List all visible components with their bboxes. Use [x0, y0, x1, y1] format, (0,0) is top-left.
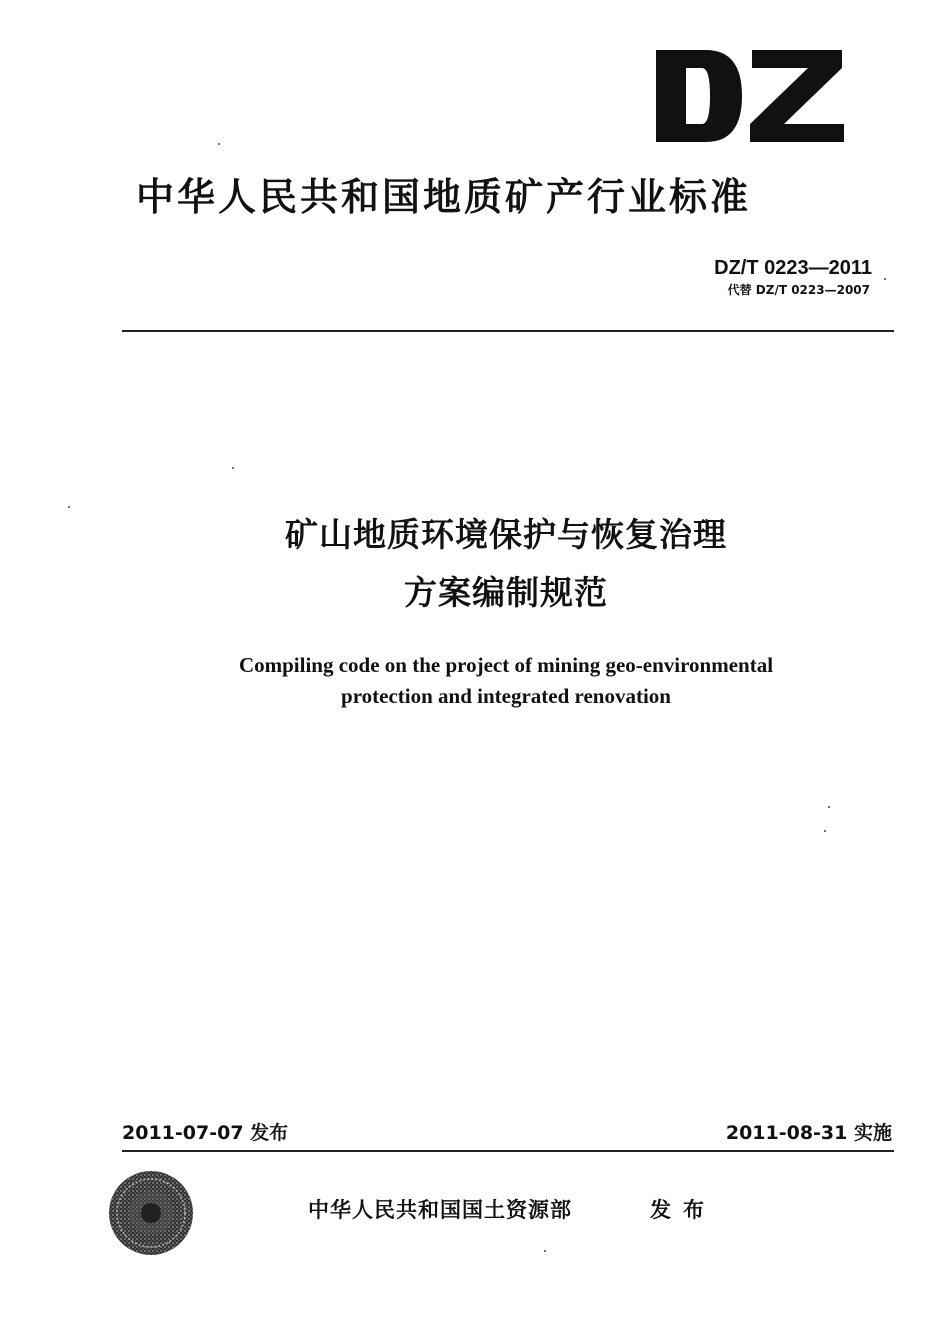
scan-speck: [68, 506, 70, 508]
scan-speck: [828, 806, 830, 808]
issuer-action: 发布: [650, 1198, 716, 1222]
scan-speck: [218, 143, 220, 145]
english-title-line-1: Compiling code on the project of mining geo-environmental: [238, 653, 774, 677]
scan-speck: [884, 278, 886, 280]
dz-logo: [652, 48, 848, 144]
replaces-standard: 代替 DZ/T 0223—2007: [727, 283, 870, 297]
header-divider: [122, 330, 894, 332]
footer-divider: [122, 1150, 894, 1152]
standard-number: DZ/T 0223—2011: [714, 257, 872, 279]
english-title-line-2: protection and integrated renovation: [341, 684, 671, 708]
chinese-title-line-1: 矿山地质环境保护与恢复治理: [285, 515, 727, 554]
issue-date: 2011-07-07 发布: [122, 1122, 289, 1144]
effective-date: 2011-08-31 实施: [725, 1122, 892, 1144]
scan-speck: [544, 1250, 546, 1252]
official-seal-icon: [108, 1170, 194, 1256]
issuer-name: 中华人民共和国国土资源部: [308, 1198, 572, 1222]
scan-speck: [824, 830, 826, 832]
scan-speck: [232, 467, 234, 469]
chinese-title-line-2: 方案编制规范: [404, 573, 608, 612]
industry-standard-title: 中华人民共和国地质矿产行业标准: [136, 175, 752, 219]
